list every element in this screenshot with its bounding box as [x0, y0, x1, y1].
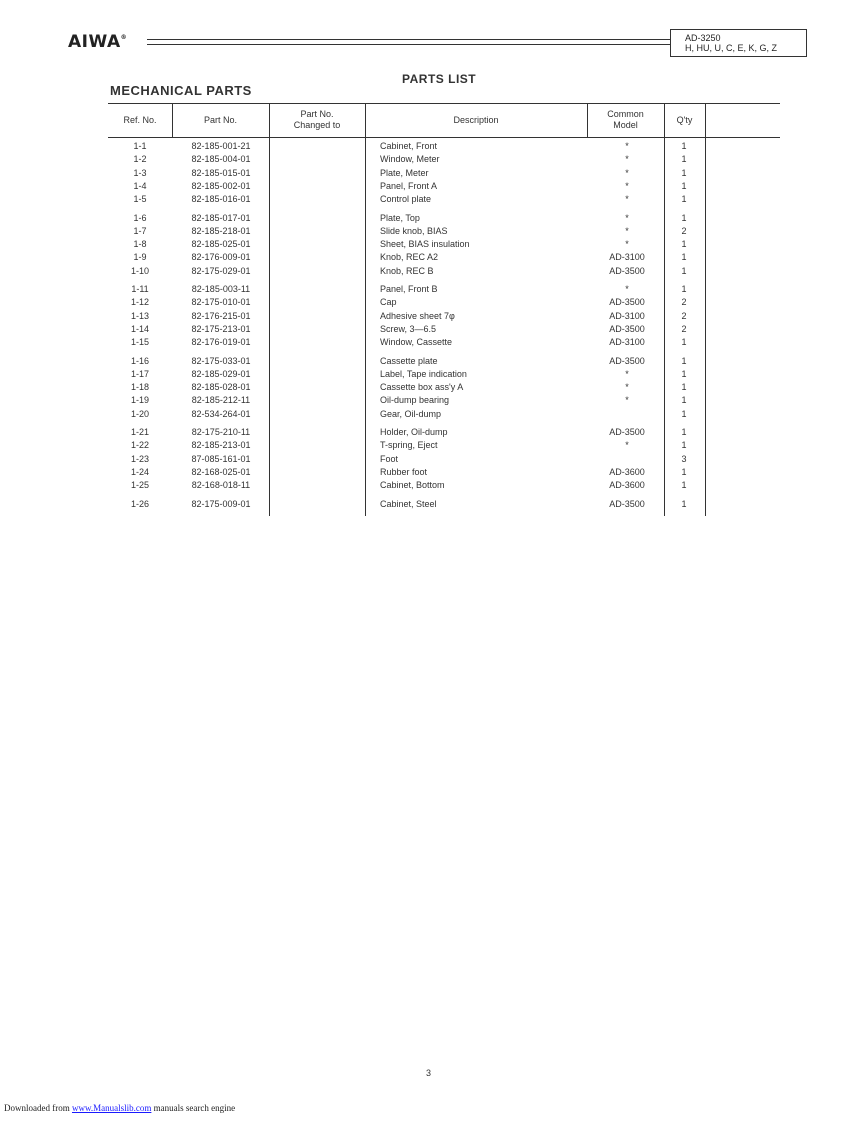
ref-no-cell: 1-22: [130, 440, 149, 451]
part-no-cell: 82-185-016-01: [191, 194, 251, 205]
brand-name: AIWA: [68, 32, 121, 52]
ref-no-cell: 1-23: [130, 453, 149, 464]
header-changed-to: Part No. Changed to: [293, 109, 341, 130]
ref-no-cell: 1-21: [130, 427, 149, 437]
table-row: [0, 466, 866, 479]
ref-no-cell: 1-12: [130, 297, 149, 308]
description-cell: Label, Tape indication: [380, 368, 467, 379]
description-cell: Knob, REC B: [380, 265, 434, 276]
part-no-cell: 82-176-215-01: [191, 310, 251, 321]
ref-no-cell: 1-15: [130, 337, 149, 348]
ref-no-cell: 1-5: [133, 194, 147, 205]
common-model-cell: AD-3500: [609, 297, 645, 308]
description-cell: Control plate: [380, 194, 432, 205]
header-description: Description: [453, 114, 499, 125]
common-model-cell: AD-3500: [609, 355, 645, 366]
description-cell: Cabinet, Front: [380, 141, 438, 151]
part-no-cell: 82-185-025-01: [191, 239, 251, 250]
qty-cell: 1: [681, 284, 687, 294]
table-row: [0, 323, 866, 336]
table-row: [0, 310, 866, 323]
table-row: [0, 355, 866, 368]
qty-cell: 1: [681, 141, 687, 151]
ref-no-cell: 1-14: [130, 323, 149, 334]
common-model-cell: AD-3500: [609, 498, 645, 509]
part-no-cell: 82-176-019-01: [191, 337, 251, 348]
common-model-cell: AD-3100: [609, 337, 645, 348]
qty-cell: 1: [681, 408, 687, 419]
ref-no-cell: 1-19: [130, 395, 149, 406]
page-number: 3: [426, 1068, 432, 1078]
description-cell: Gear, Oil-dump: [380, 408, 442, 419]
qty-cell: 1: [681, 194, 687, 205]
table-row: [0, 180, 866, 193]
header-rule-bottom: [147, 44, 670, 45]
table-row: [0, 140, 866, 153]
ref-no-cell: 1-2: [133, 154, 147, 165]
part-no-cell: 82-185-212-11: [191, 395, 251, 406]
qty-cell: 1: [681, 265, 687, 276]
ref-no-cell: 1-17: [130, 368, 149, 379]
description-cell: Oil-dump bearing: [380, 395, 450, 406]
common-model-cell: *: [625, 225, 629, 236]
part-no-cell: 82-175-029-01: [191, 265, 251, 276]
part-no-cell: 82-185-004-01: [191, 154, 251, 165]
model-variants: H, HU, U, C, E, K, G, Z: [685, 43, 778, 53]
model-box: [670, 29, 807, 57]
common-model-cell: AD-3600: [609, 466, 645, 477]
common-model-cell: *: [625, 284, 629, 294]
table-row: [0, 479, 866, 492]
table-row: [0, 283, 866, 296]
header-common-model: Common Model: [607, 109, 644, 130]
qty-cell: 1: [681, 368, 687, 379]
ref-no-cell: 1-7: [133, 225, 147, 236]
qty-cell: 1: [681, 382, 687, 393]
ref-no-cell: 1-9: [133, 252, 147, 263]
common-model-cell: AD-3100: [609, 252, 645, 263]
qty-cell: 1: [681, 395, 687, 406]
qty-cell: 1: [681, 498, 687, 509]
description-cell: Sheet, BIAS insulation: [380, 239, 470, 250]
part-no-cell: 82-176-009-01: [191, 252, 251, 263]
qty-cell: 2: [681, 297, 687, 308]
description-cell: Panel, Front B: [380, 284, 438, 294]
qty-cell: 2: [681, 323, 687, 334]
qty-cell: 1: [681, 480, 687, 491]
qty-cell: 1: [681, 427, 687, 437]
qty-cell: 1: [681, 212, 687, 223]
table-row: [0, 167, 866, 180]
ref-no-cell: 1-20: [130, 408, 149, 419]
common-model-cell: *: [625, 167, 629, 178]
ref-no-cell: 1-6: [133, 212, 147, 223]
qty-cell: 1: [681, 180, 687, 191]
model-number: AD-3250: [685, 33, 721, 43]
ref-no-cell: 1-18: [130, 382, 149, 393]
table-row: [0, 381, 866, 394]
common-model-cell: *: [625, 368, 629, 379]
manualslib-link[interactable]: www.Manualslib.com: [71, 1103, 152, 1113]
table-row: [0, 153, 866, 166]
common-model-cell: AD-3500: [609, 323, 645, 334]
ref-no-cell: 1-3: [133, 167, 147, 178]
description-cell: Knob, REC A2: [380, 252, 439, 263]
description-cell: Foot: [380, 453, 399, 464]
header-qty: Q'ty: [676, 114, 693, 125]
part-no-cell: 82-534-264-01: [191, 408, 251, 419]
table-row: [0, 498, 866, 511]
common-model-cell: *: [625, 141, 629, 151]
description-cell: Rubber foot: [380, 466, 428, 477]
qty-cell: 1: [681, 440, 687, 451]
part-no-cell: 82-185-003-11: [191, 284, 251, 294]
header-ref-no: Ref. No.: [123, 114, 157, 125]
qty-cell: 2: [681, 225, 687, 236]
common-model-cell: *: [625, 154, 629, 165]
part-no-cell: 82-185-213-01: [191, 440, 251, 451]
part-no-cell: 82-175-009-01: [191, 498, 251, 509]
part-no-cell: 82-185-029-01: [191, 368, 251, 379]
common-model-cell: AD-3100: [609, 310, 645, 321]
qty-cell: 2: [681, 310, 687, 321]
common-model-cell: AD-3600: [609, 480, 645, 491]
table-row: [0, 238, 866, 251]
part-no-cell: 82-168-025-01: [191, 466, 251, 477]
brand-logo: [68, 32, 127, 52]
table-row: [0, 296, 866, 309]
qty-cell: 1: [681, 252, 687, 263]
description-cell: Cabinet, Steel: [380, 498, 437, 509]
common-model-cell: *: [625, 194, 629, 205]
table-header-rule: [108, 137, 780, 138]
description-cell: Window, Cassette: [380, 337, 453, 348]
part-no-cell: 87-085-161-01: [191, 453, 251, 464]
ref-no-cell: 1-26: [130, 498, 149, 509]
qty-cell: 1: [681, 355, 687, 366]
ref-no-cell: 1-10: [130, 265, 149, 276]
common-model-cell: *: [625, 180, 629, 191]
ref-no-cell: 1-16: [130, 355, 149, 366]
table-row: [0, 212, 866, 225]
ref-no-cell: 1-25: [130, 480, 149, 491]
part-no-cell: 82-185-028-01: [191, 382, 251, 393]
common-model-cell: AD-3500: [609, 265, 645, 276]
table-row: [0, 368, 866, 381]
qty-cell: 1: [681, 167, 687, 178]
download-footer: Downloaded from www.Manualslib.com manuals search engine: [4, 1103, 236, 1113]
description-cell: Adhesive sheet 7φ: [380, 310, 455, 321]
table-row: [0, 408, 866, 421]
qty-cell: 1: [681, 239, 687, 250]
qty-cell: 1: [681, 466, 687, 477]
table-row: [0, 193, 866, 206]
part-no-cell: 82-175-213-01: [191, 323, 251, 334]
part-no-cell: 82-175-010-01: [191, 297, 251, 308]
table-row: [0, 439, 866, 452]
section-title: MECHANICAL PARTS: [110, 83, 252, 98]
description-cell: Screw, 3—6.5: [380, 323, 437, 334]
description-cell: Cassette plate: [380, 355, 438, 366]
part-no-cell: 82-168-018-11: [191, 480, 251, 491]
description-cell: Cassette box ass'y A: [380, 382, 464, 393]
common-model-cell: *: [625, 239, 629, 250]
ref-no-cell: 1-8: [133, 239, 147, 250]
description-cell: Holder, Oil-dump: [380, 427, 448, 437]
common-model-cell: AD-3500: [609, 427, 645, 437]
description-cell: Cap: [380, 297, 397, 308]
description-cell: Window, Meter: [380, 154, 440, 165]
common-model-cell: *: [625, 440, 629, 451]
qty-cell: 1: [681, 337, 687, 348]
part-no-cell: 82-185-218-01: [191, 225, 251, 236]
common-model-cell: *: [625, 212, 629, 223]
ref-no-cell: 1-11: [131, 284, 149, 294]
common-model-cell: *: [625, 382, 629, 393]
part-no-cell: 82-175-033-01: [191, 355, 251, 366]
description-cell: Slide knob, BIAS: [380, 225, 448, 236]
description-cell: T-spring, Eject: [380, 440, 438, 451]
ref-no-cell: 1-4: [133, 180, 147, 191]
table-row: [0, 336, 866, 349]
header-rule-top: [147, 39, 670, 40]
part-no-cell: 82-185-002-01: [191, 180, 251, 191]
parts-list-title: PARTS LIST: [402, 72, 477, 86]
registered-mark: ®: [120, 34, 128, 41]
common-model-cell: *: [625, 395, 629, 406]
description-cell: Plate, Top: [380, 212, 420, 223]
qty-cell: 3: [681, 453, 687, 464]
ref-no-cell: 1-1: [133, 141, 147, 151]
table-row: [0, 265, 866, 278]
part-no-cell: 82-185-001-21: [191, 141, 251, 151]
table-row: [0, 225, 866, 238]
table-row: [0, 251, 866, 264]
part-no-cell: 82-185-015-01: [191, 167, 251, 178]
description-cell: Panel, Front A: [380, 180, 438, 191]
table-row: [0, 426, 866, 439]
qty-cell: 1: [681, 154, 687, 165]
ref-no-cell: 1-24: [130, 466, 149, 477]
part-no-cell: 82-185-017-01: [191, 212, 251, 223]
description-cell: Plate, Meter: [380, 167, 429, 178]
ref-no-cell: 1-13: [130, 310, 149, 321]
table-row: [0, 394, 866, 407]
header-part-no: Part No.: [203, 114, 237, 125]
description-cell: Cabinet, Bottom: [380, 480, 445, 491]
part-no-cell: 82-175-210-11: [191, 427, 251, 437]
table-row: [0, 453, 866, 466]
